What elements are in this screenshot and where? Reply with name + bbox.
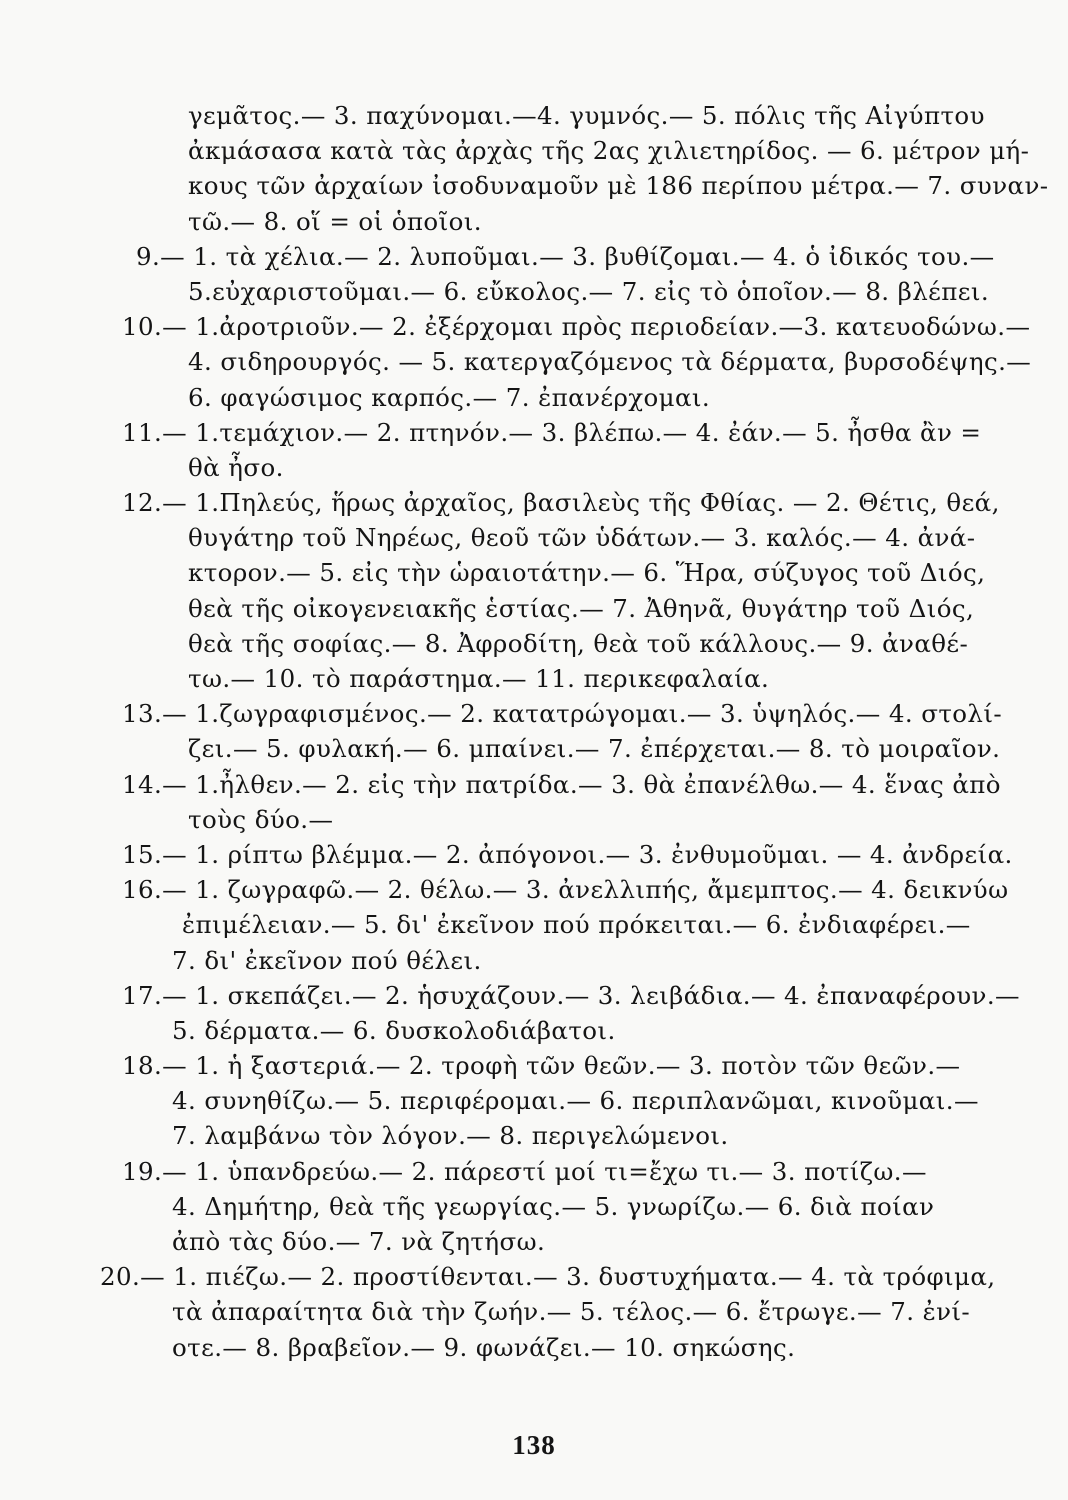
text-line: ἐπιμέλειαν.— 5. δι' ἐκεῖνον πού πρόκειται.— 6. ἐνδιαφέρει.— xyxy=(182,910,971,940)
text-line: τω.— 10. τὸ παράστημα.— 11. περικεφαλαία. xyxy=(188,664,770,693)
text-line: τοὺς δύο.— xyxy=(188,804,334,834)
text-line: κους τῶν ἀρχαίων ἰσοδυναμοῦν μὲ 186 περίπου μέτρα.— 7. συναν- xyxy=(188,171,1049,201)
text-line: 6. φαγώσιμος καρπός.— 7. ἐπανέρχομαι. xyxy=(188,382,711,412)
text-line: οτε.— 8. βραβεῖον.— 9. φωνάζει.— 10. σηκώσης. xyxy=(172,1332,796,1362)
text-line: ἀπὸ τὰς δύο.— 7. νὰ ζητήσω. xyxy=(172,1227,546,1256)
text-line: 20.— 1. πιέζω.— 2. προστίθενται.— 3. δυστυχήματα.— 4. τὰ τρόφιμα, xyxy=(100,1262,996,1292)
text-line: θυγάτηρ τοῦ Νηρέως, θεοῦ τῶν ὑδάτων.— 3. καλός.— 4. ἀνά- xyxy=(188,523,976,553)
text-line: 4. συνηθίζω.— 5. περιφέρομαι.— 6. περιπλανῶμαι, κινοῦμαι.— xyxy=(172,1086,979,1116)
text-line: θεὰ τῆς οἰκογενειακῆς ἑστίας.— 7. Ἀθηνᾶ, θυγάτηρ τοῦ Διός, xyxy=(188,593,975,623)
text-line: 12.— 1.Πηλεύς, ἥρως ἀρχαῖος, βασιλεὺς τῆς Φθίας. — 2. Θέτις, θεά, xyxy=(122,488,1000,518)
text-line: τῶ.— 8. οἵ = οἱ ὁποῖοι. xyxy=(188,206,482,236)
text-line: 11.— 1.τεμάχιον.— 2. πτηνόν.— 3. βλέπω.— 4. ἐάν.— 5. ἦσθα ἂν = xyxy=(122,417,982,447)
text-line: κτορον.— 5. εἰς τὴν ὡραιοτάτην.— 6. Ἥρα, σύζυγος τοῦ Διός, xyxy=(188,558,986,588)
text-line: 15.— 1. ρίπτω βλέμμα.— 2. ἀπόγονοι.— 3. ἐνθυμοῦμαι. — 4. ἀνδρεία. xyxy=(122,839,1013,869)
text-line: 19.— 1. ὑπανδρεύω.— 2. πάρεστί μοί τι=ἔχω τι.— 3. ποτίζω.— xyxy=(122,1156,927,1186)
answer-key-text xyxy=(100,98,1049,1365)
text-line: τὰ ἀπαραίτητα διὰ τὴν ζωήν.— 5. τέλος.— 6. ἔτρωγε.— 7. ἐνί- xyxy=(172,1297,971,1327)
text-line: 16.— 1. ζωγραφῶ.— 2. θέλω.— 3. ἀνελλιπής, ἄμεμπτος.— 4. δεικνύω xyxy=(122,875,1009,905)
text-line: 13.— 1.ζωγραφισμένος.— 2. κατατρώγομαι.— 3. ὑψηλός.— 4. στολί- xyxy=(122,699,1003,729)
text-line: 10.— 1.ἀροτριοῦν.— 2. ἐξέρχομαι πρὸς περιοδείαν.—3. κατευοδώνω.— xyxy=(122,312,1031,342)
text-line: ἀκμάσασα κατὰ τὰς ἀρχὰς τῆς 2ας χιλιετηρίδος. — 6. μέτρον μή- xyxy=(188,136,1030,166)
text-line: 18.— 1. ἡ ξαστεριά.— 2. τροφὴ τῶν θεῶν.— 3. ποτὸν τῶν θεῶν.— xyxy=(122,1051,961,1081)
text-line: θεὰ τῆς σοφίας.— 8. Ἀφροδίτη, θεὰ τοῦ κάλλους.— 9. ἀναθέ- xyxy=(188,628,969,658)
text-line: 5.εὐχαριστοῦμαι.— 6. εὔκολος.— 7. εἰς τὸ ὁποῖον.— 8. βλέπει. xyxy=(188,276,990,306)
text-line: 9.— 1. τὰ χέλια.— 2. λυποῦμαι.— 3. βυθίζομαι.— 4. ὁ ἰδικός του.— xyxy=(136,241,995,271)
text-line: 5. δέρματα.— 6. δυσκολοδιάβατοι. xyxy=(172,1015,616,1045)
text-line: 4. Δημήτηρ, θεὰ τῆς γεωργίας.— 5. γνωρίζω.— 6. διὰ ποίαν xyxy=(172,1191,935,1221)
text-line: 17.— 1. σκεπάζει.— 2. ἡσυχάζουν.— 3. λειβάδια.— 4. ἐπαναφέρουν.— xyxy=(122,980,1020,1010)
text-line: 7. δι' ἐκεῖνον πού θέλει. xyxy=(172,945,482,975)
text-line: ζει.— 5. φυλακή.— 6. μπαίνει.— 7. ἐπέρχεται.— 8. τὸ μοιραῖον. xyxy=(188,734,1001,764)
text-line: θὰ ἦσο. xyxy=(188,452,284,482)
text-line: γεμᾶτος.— 3. παχύνομαι.—4. γυμνός.— 5. πόλις τῆς Αἰγύπτου xyxy=(188,101,985,130)
text-line: 7. λαμβάνω τὸν λόγον.— 8. περιγελώμενοι. xyxy=(172,1121,729,1151)
page-number: 138 xyxy=(512,1430,556,1460)
text-line: 14.— 1.ἦλθεν.— 2. εἰς τὴν πατρίδα.— 3. θὰ ἐπανέλθω.— 4. ἕνας ἀπὸ xyxy=(122,769,1001,799)
text-line: 4. σιδηρουργός. — 5. κατεργαζόμενος τὰ δέρματα, βυρσοδέψης.— xyxy=(188,347,1032,377)
